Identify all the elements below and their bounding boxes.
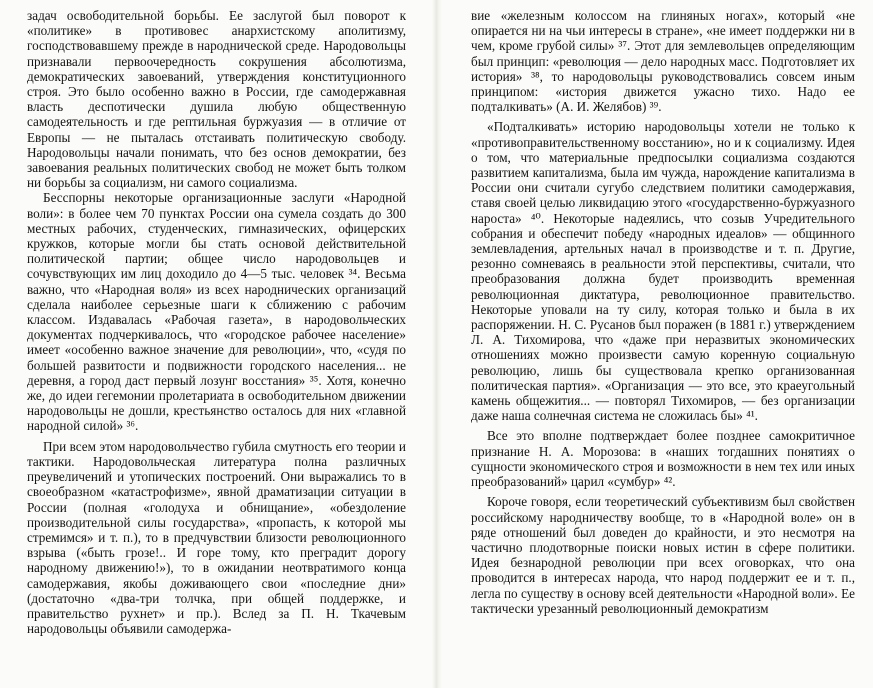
right-page-text	[471, 8, 855, 616]
paragraph: Короче говоря, если теоретический субъективизм был свойствен российскому народничеству вообще, то в «Народной воле» он в ряде отношений был доведен до крайности, и это несмотря на частично плодотворные поиски новых истин в сфере политики. Идея безнародной революции при всех оговорках, что она проводится в интересах народа, что народ поддержит ее и т. п., легла по существу в основу всей деятельности «Народной воли». Ее тактически урезанный революционный демократизм	[471, 494, 855, 616]
left-page	[0, 0, 436, 688]
paragraph: задач освободительной борьбы. Ее заслугой был поворот к «политике» в противовес анархистскому аполитизму, господствовавшему прежде в народнической среде. Народовольцы признавали первоочередность сокрушения абсолютизма, демократических завоеваний, утверждения конституционного строя. Это было особенно важно в России, где самодержавная власть деспотически душила любую общественную самодеятельность и где рептильная буржуазия — в отличие от Европы — не пыталась отстаивать политическую свободу. Народовольцы начали понимать, что без основ демократии, без завоевания реальных политических свобод не может быть толком ни борьбы за социализм, ни самого социализма.	[27, 8, 406, 191]
left-page-text	[27, 8, 406, 636]
paragraph: Все это вполне подтверждает более позднее самокритичное признание Н. А. Морозова: в «наших тогдашних понятиях о сущности экономического строя и возможности в нем тех или иных преобразований» царил «сумбур» ⁴².	[471, 428, 855, 490]
paragraph: При всем этом народовольчество губила смутность его теории и тактики. Народовольческая литература полна различных преувеличений и утопических построений. Они выражались то в своеобразном «катастрофизме», явной драматизации ситуации в России (полная «голодуха и обнищание», «обездоление производительной силы государства», «пропасть, к которой мы стремимся» и т. п.), то в предчувствии близости революционного взрыва («быть грозе!.. И горе тому, кто преградит дорогу народному движению!»), то в ожидании неотвратимого конца самодержавия, якобы доживающего свои «последние дни» (достаточно «два-три толчка, при общей поддержке, и правительство рухнет» и пр.). Вслед за П. Н. Ткачевым народовольцы объявили самодержа-	[27, 438, 406, 637]
paragraph: Бесспорны некоторые организационные заслуги «Народной воли»: в более чем 70 пунктах России она сумела создать до 300 местных рабочих, студенческих, гимназических, офицерских кружков, которые могли бы стать основой действительной политической партии; общее число народовольцев и сочувствующих им лиц доходило до 4—5 тыс. человек ³⁴. Весьма важно, что «Народная воля» из всех народнических организаций сделала наиболее серьезные шаги к сближению с рабочим классом. Издавалась «Рабочая газета», в народовольческих документах подчеркивалось, что «городское рабочее население» имеет «особенно важное значение для революции», что, «судя по большей развитости и подвижности городского населения... не деревня, а город даст первый лозунг восстания» ³⁵. Хотя, конечно же, до идеи гегемонии пролетариата в освободительном движении народовольцы не дошли, крестьянство осталось для них «главной народной силой» ³⁶.	[27, 190, 406, 434]
right-page	[440, 0, 873, 688]
paragraph: вие «железным колоссом на глиняных ногах», который «не опирается ни на чьи интересы в стране», «не имеет поддержки ни в чем, кроме грубой силы» ³⁷. Этот для землевольцев определяющим был принцип: «революция — дело народных масс. Подготовляет их история» ³⁸, то народовольцы руководствовались совсем иным принципом: «история движется ужасно тихо. Надо ее подталкивать» (А. И. Желябов) ³⁹.	[471, 8, 855, 115]
paragraph: «Подталкивать» историю народовольцы хотели не только к «противоправительственному восстанию», но и к социализму. Идея о том, что материальные предпосылки социализма создаются развитием капитализма, была им чужда, нарождение капитализма в России они считали сугубо следствием политики самодержавия, ставя своей целью ликвидацию этого «государственно-буржуазного нароста» ⁴⁰. Некоторые надеялись, что созыв Учредительного собрания и обеспечит победу «народных идеалов» — общинного землевладения, артельных начал в производстве и т. п. Другие, резонно сомневаясь в реальности этой перспективы, считали, что преобразования должна будет производить временная революционная диктатура, революционное правительство. Некоторые уповали на ту силу, которая только и была в их распоряжении. Н. С. Русанов был поражен (в 1881 г.) утверждением Л. А. Тихомирова, что «даже при неразвитых экономических отношениях можно произвести самую коренную социальную революцию, лишь бы существовала крепко организованная политическая партия». «Организация — это все, это краеугольный камень общежития... — повторял Тихомиров, — без организации даже наша солнечная система не сложилась бы» ⁴¹.	[471, 119, 855, 424]
